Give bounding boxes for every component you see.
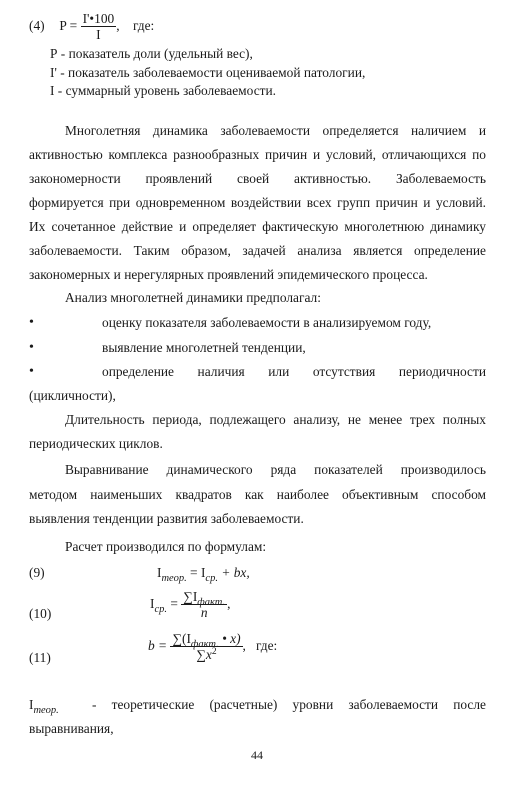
bullet-continuation: (цикличности), <box>29 388 116 403</box>
paragraph-line: закономерности проявлений своей активностью. Заболеваемость <box>29 171 486 186</box>
paragraph-line: Расчет производился по формулам: <box>65 539 267 554</box>
fraction <box>181 590 227 620</box>
bullet-item: выявление многолетней тенденции, <box>102 340 306 355</box>
bullet-icon: • <box>29 315 34 330</box>
paragraph-line: Их сочетанное действие и определяет фактическую многолетнюю динамику <box>29 219 486 234</box>
formula-9 <box>157 565 250 584</box>
numerator: I'•100 <box>82 11 115 26</box>
formula-4 <box>29 12 154 42</box>
superscript: 2 <box>211 647 217 658</box>
paragraph-line: методом наименьших квадратов как наиболее объективным способом <box>29 487 486 502</box>
equals-part: = <box>167 595 178 611</box>
subscript: теор. <box>161 573 187 584</box>
definition-symbol <box>29 697 59 716</box>
paragraph-line: заболеваемости. Таким образом, задачей анализа является определение <box>29 243 486 258</box>
sum-close: • x) <box>218 631 241 646</box>
definition-line: Р - показатель доли (удельный вес), <box>50 46 253 61</box>
paragraph-line: Выравнивание динамического ряда показателей производилось <box>65 462 486 477</box>
denominator: I <box>96 27 101 43</box>
numerator <box>181 589 227 608</box>
symbol-I: I <box>29 697 34 712</box>
sigma-term: ∑I <box>183 589 198 604</box>
paragraph-line: Анализ многолетней динамики предполагал: <box>65 290 321 305</box>
subscript: ср. <box>154 603 168 615</box>
definition-continuation: выравнивания, <box>29 721 114 736</box>
formula-number: (10) <box>29 606 52 621</box>
definition-line: I - суммарный уровень заболеваемости. <box>50 83 276 98</box>
page-number: 44 <box>251 748 263 762</box>
formula-tail: + bx, <box>217 565 250 580</box>
formula-number: (11) <box>29 650 51 665</box>
paragraph-line: периодических циклов. <box>29 436 163 451</box>
paragraph-line: Длительность периода, подлежащего анализу, не менее трех полных <box>65 412 486 427</box>
symbol-I: I <box>157 565 162 580</box>
formula-lhs: P = <box>59 17 78 33</box>
paragraph-line: закономерных и нерегулярных проявлений эпидемического процесса. <box>29 267 428 282</box>
formula-10 <box>150 590 230 620</box>
subscript: теор. <box>33 705 59 716</box>
bullet-item: определение наличия или отсутствия периодичности <box>102 364 486 379</box>
formula-11 <box>148 632 277 662</box>
formula-tail: , <box>227 595 231 611</box>
subscript: ср. <box>205 573 218 584</box>
subscript: факт. <box>197 597 226 608</box>
fraction <box>81 12 117 42</box>
bullet-icon: • <box>29 340 34 355</box>
formula-number: (4) <box>29 17 45 33</box>
definition-text: - теоретические (расчетные) уровни заболеваемости после <box>92 697 486 712</box>
formula-number: (9) <box>29 565 45 580</box>
subscript: факт. <box>190 639 219 650</box>
equals-part: = I <box>186 565 206 580</box>
paragraph-line: выявления тенденции развития заболеваемости. <box>29 511 304 526</box>
definition-line: I' - показатель заболеваемости оцениваемой патологии, <box>50 65 366 80</box>
sum-open: ∑(I <box>172 631 191 646</box>
denominator: n <box>200 605 208 621</box>
fraction <box>170 632 242 662</box>
paragraph-line: активностью комплекса разнообразных причин и условий, отличающихся по <box>29 147 486 162</box>
formula-tail: , где: <box>116 17 155 33</box>
bullet-icon: • <box>29 364 34 379</box>
paragraph-line: формируется при одновременном воздействии всех групп причин и условий. <box>29 195 486 210</box>
symbol-I: I <box>150 595 155 611</box>
bullet-item: оценку показателя заболеваемости в анализируемом году, <box>102 315 432 330</box>
sum-x: ∑x <box>196 647 212 663</box>
formula-tail: , где: <box>242 637 278 653</box>
paragraph-line: Многолетняя динамика заболеваемости определяется наличием и <box>65 123 486 138</box>
numerator <box>170 631 242 650</box>
denominator <box>170 647 242 661</box>
formula-lhs: b = <box>148 637 168 653</box>
